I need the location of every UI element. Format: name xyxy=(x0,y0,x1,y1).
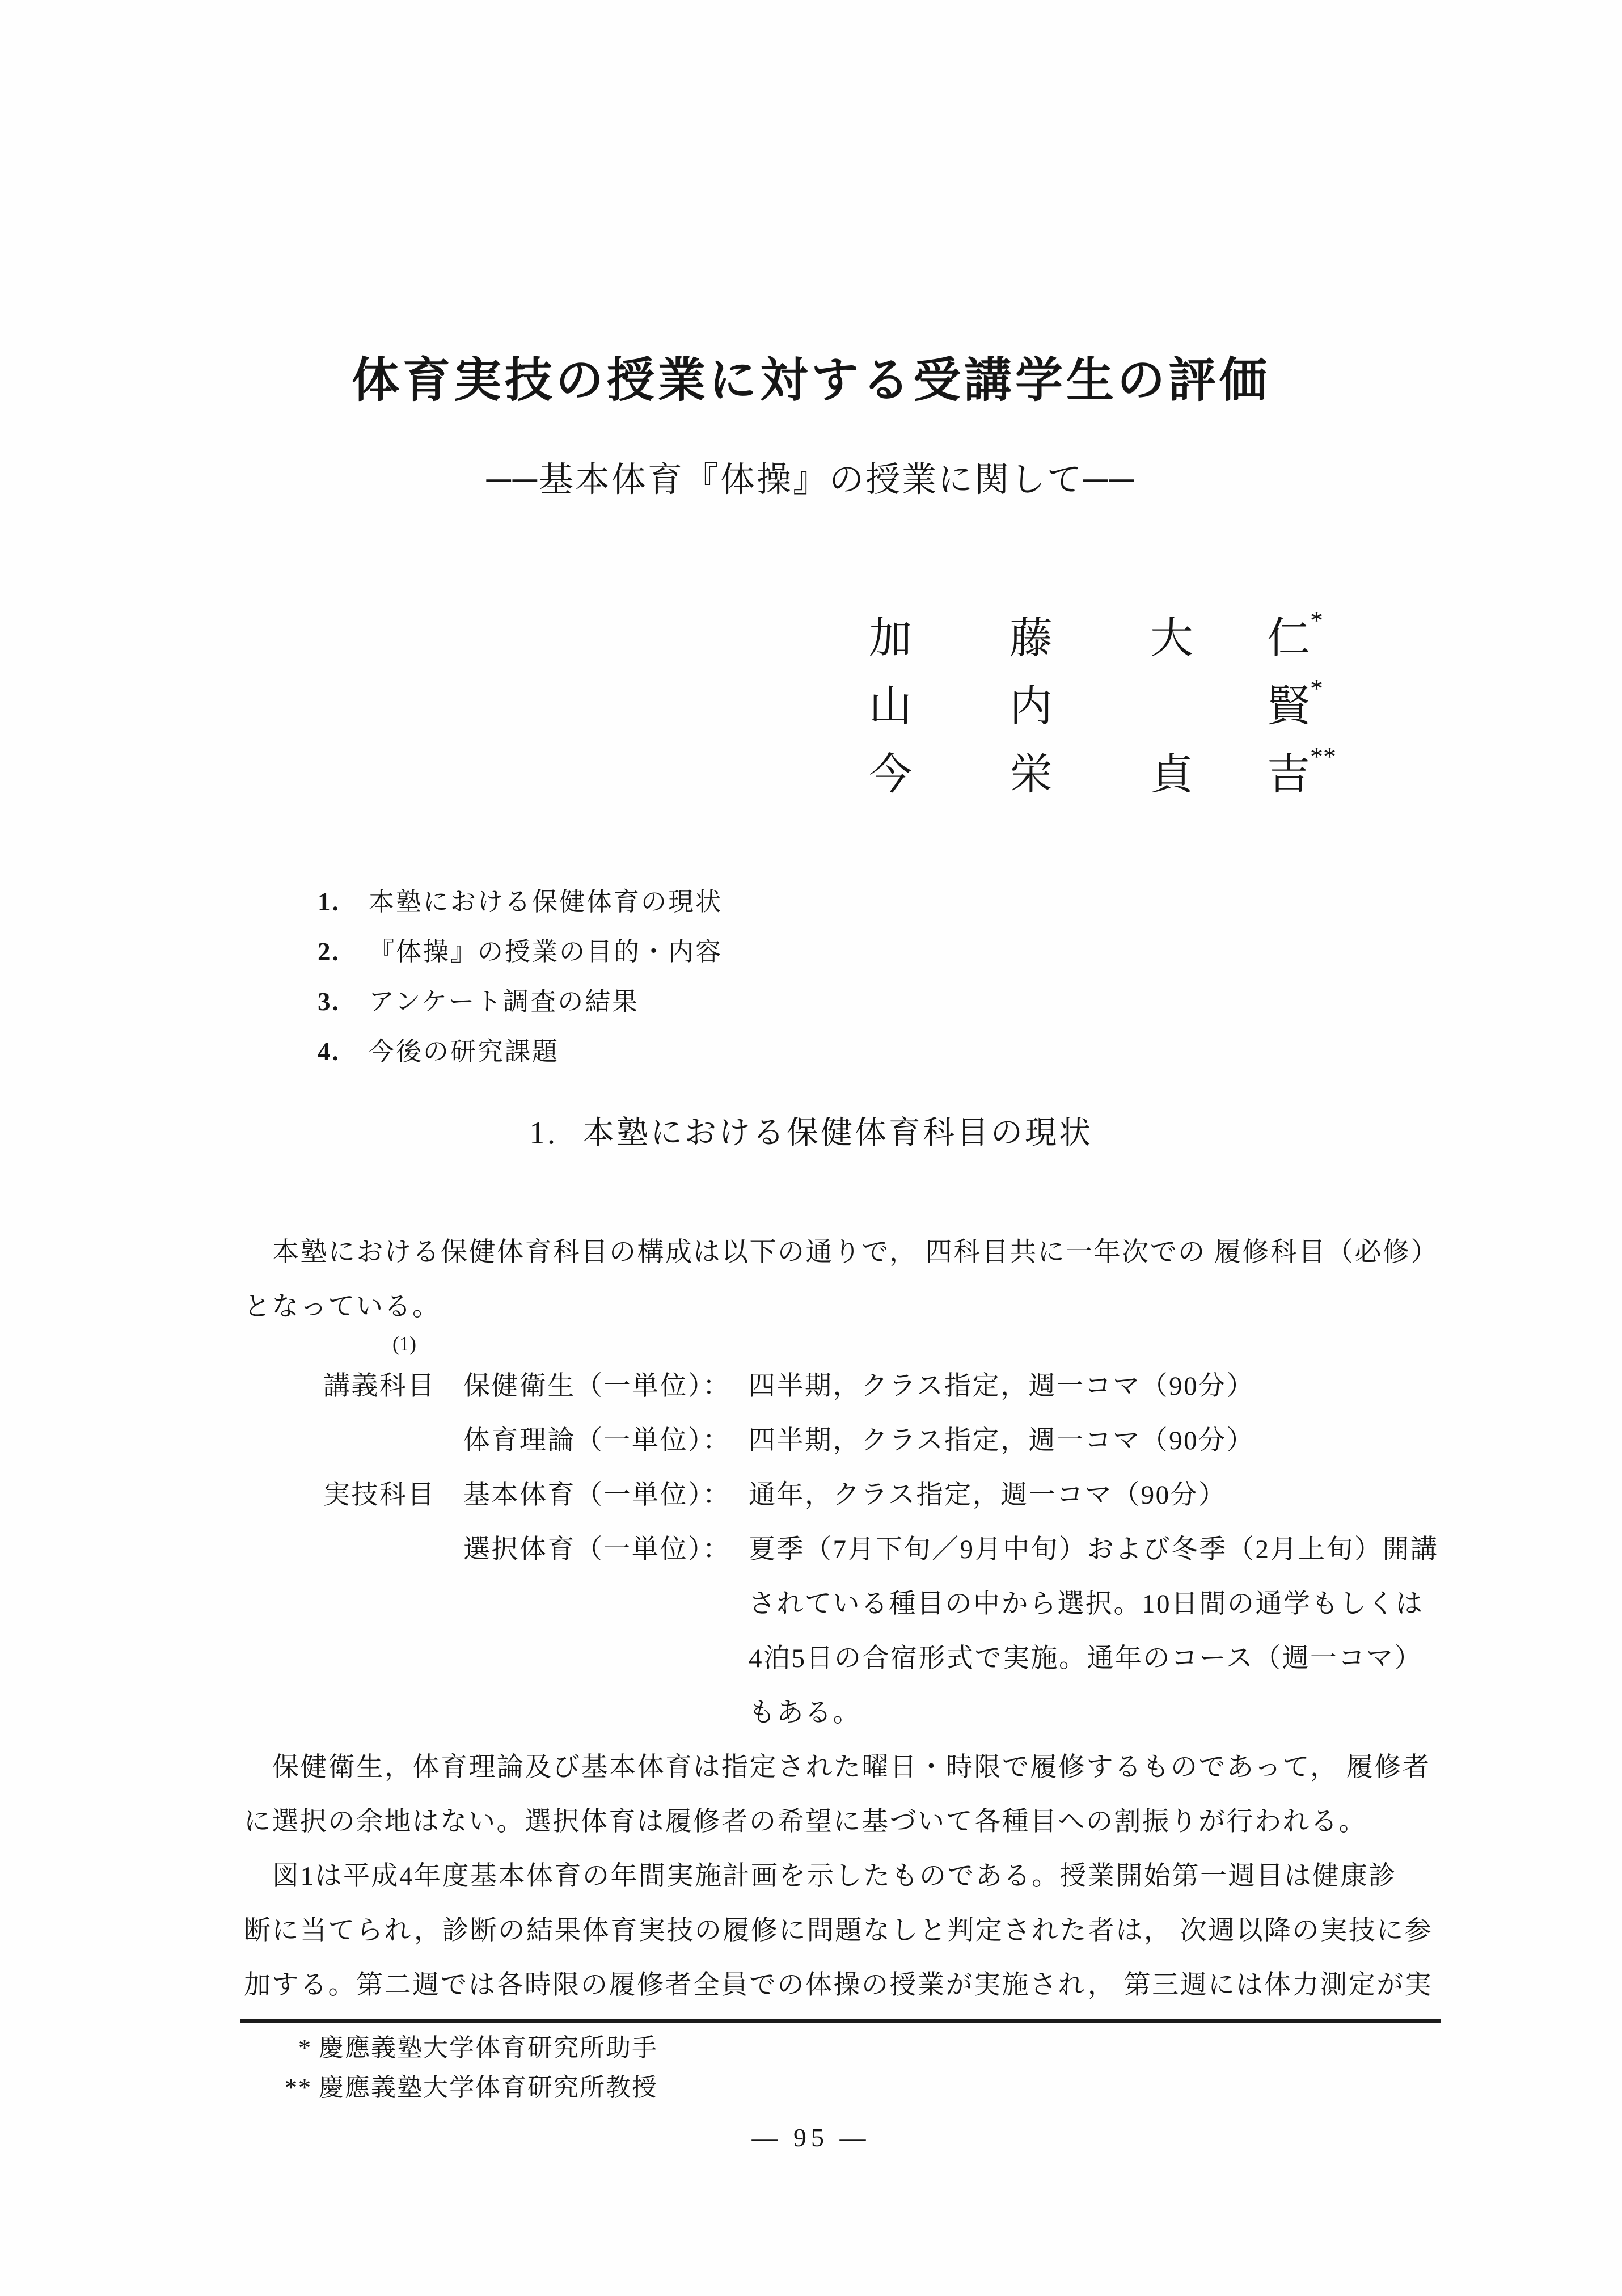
toc-item-number: 2. xyxy=(318,938,340,966)
table-of-contents xyxy=(318,877,1622,1077)
course-description-line: 通年，クラス指定，週一コマ（90分） xyxy=(749,1480,1227,1510)
toc-item-number: 3. xyxy=(318,987,340,1016)
course-description xyxy=(749,1413,1442,1468)
author-name-char: 加 xyxy=(869,614,912,662)
toc-item-label: アンケート調査の結果 xyxy=(369,987,640,1016)
section-heading xyxy=(0,1107,1622,1159)
section-title: 本塾における保健体育科目の現状 xyxy=(582,1116,1093,1151)
body-line: 断に当てられ，診断の結果体育実技の履修に問題なしと判定された者は， 次週以降の実技に参 xyxy=(244,1916,1433,1945)
author-row xyxy=(869,600,1622,668)
body-line: に選択の余地はない。選択体育は履修者の希望に基づいて各種目への割振りが行われる。 xyxy=(244,1807,1367,1837)
author-row xyxy=(869,736,1622,804)
course-name: 体育理論（一単位）： xyxy=(463,1426,731,1455)
footnote-mark: ** xyxy=(285,2074,312,2101)
author-affiliation-mark: ** xyxy=(1310,741,1336,771)
author-name-char: 山 xyxy=(869,682,912,731)
paper-title: 体育実技の授業に対する受講学生の評価 xyxy=(351,354,1270,407)
course-name: 基本体育（一単位）： xyxy=(463,1480,731,1510)
body-line: 図1は平成4年度基本体育の年間実施計画を示したものである。授業開始第一週目は健康診 xyxy=(272,1862,1397,1891)
footnote-block xyxy=(240,2019,1441,2108)
course-category xyxy=(323,1413,463,1468)
body-line: 保健衛生，体育理論及び基本体育は指定された曜日・時限で履修するものであって， 履修者 xyxy=(272,1753,1431,1782)
author-name-char: 賢* xyxy=(1267,673,1323,731)
author-affiliation-mark: * xyxy=(1310,673,1323,703)
course-description xyxy=(749,1468,1442,1522)
footnote xyxy=(240,2068,1441,2108)
author-name-char: 内 xyxy=(1009,682,1053,731)
course-description-line: 四半期，クラス指定，週一コマ（90分） xyxy=(749,1426,1255,1455)
author-name-char: 吉** xyxy=(1267,741,1336,799)
course-category xyxy=(323,1522,463,1740)
footnote-mark: * xyxy=(298,2034,312,2062)
toc-item-label: 今後の研究課題 xyxy=(369,1037,560,1066)
toc-item xyxy=(318,927,1622,977)
footnote-rule xyxy=(240,2019,1441,2023)
author-affiliation-mark: * xyxy=(1310,605,1323,635)
course-description xyxy=(749,1522,1442,1740)
toc-item-label: 本塾における保健体育の現状 xyxy=(369,888,723,916)
footnote-text: 慶應義塾大学体育研究所助手 xyxy=(319,2034,658,2062)
author-name-char: 大 xyxy=(1150,614,1193,662)
footnote-text: 慶應義塾大学体育研究所教授 xyxy=(319,2074,658,2101)
body-line: となっている。 xyxy=(244,1292,441,1322)
toc-item xyxy=(318,877,1622,927)
course-description-line: 夏季（7月下旬／9月中旬）および冬季（2月上旬）開講 xyxy=(749,1535,1439,1564)
author-row xyxy=(869,668,1622,736)
section-number: 1. xyxy=(529,1116,557,1151)
page-number: — 95 — xyxy=(751,2123,871,2152)
author-name-char: 今 xyxy=(869,750,912,799)
course-description-line: されている種目の中から選択。10日間の通学もしくは xyxy=(749,1589,1424,1619)
course-list-row xyxy=(244,1522,1442,1740)
footnote xyxy=(240,2028,1441,2068)
course-category: 講義科目 xyxy=(323,1371,436,1401)
paper-subtitle: ──基本体育『体操』の授業に関して── xyxy=(486,461,1136,499)
toc-item-number: 1. xyxy=(318,888,340,916)
author-name-char: 栄 xyxy=(1009,750,1053,799)
course-list-row xyxy=(244,1413,1442,1468)
body-line: 加する。第二週では各時限の履修者全員での体操の授業が実施され， 第三週には体力測定が実 xyxy=(244,1970,1433,2000)
author-name-char: 貞 xyxy=(1150,750,1193,799)
author-block xyxy=(869,600,1622,804)
course-description-line: もある。 xyxy=(749,1698,861,1728)
course-name: 保健衛生（一単位）： xyxy=(463,1371,731,1401)
course-description xyxy=(749,1359,1442,1413)
body-line: 本塾における保健体育科目の構成は以下の通りで， 四科目共に一年次での 履修科目（必修） xyxy=(272,1238,1439,1267)
toc-item xyxy=(318,1027,1622,1077)
course-category: 実技科目 xyxy=(323,1480,436,1510)
body-text xyxy=(244,1225,1442,2012)
course-list-row xyxy=(244,1468,1442,1522)
course-description-line: 四半期，クラス指定，週一コマ（90分） xyxy=(749,1371,1255,1401)
author-name-char: 藤 xyxy=(1009,614,1053,662)
toc-item-label: 『体操』の授業の目的・内容 xyxy=(369,938,723,966)
toc-item-number: 4. xyxy=(318,1037,340,1066)
course-list-row xyxy=(244,1359,1442,1413)
footnote-reference: (1) xyxy=(392,1332,416,1355)
course-description-line: 4泊5日の合宿形式で実施。通年のコース（週一コマ） xyxy=(749,1644,1423,1673)
course-name: 選択体育（一単位）： xyxy=(463,1535,731,1564)
toc-item xyxy=(318,977,1622,1027)
author-name-char: 仁* xyxy=(1267,605,1323,662)
